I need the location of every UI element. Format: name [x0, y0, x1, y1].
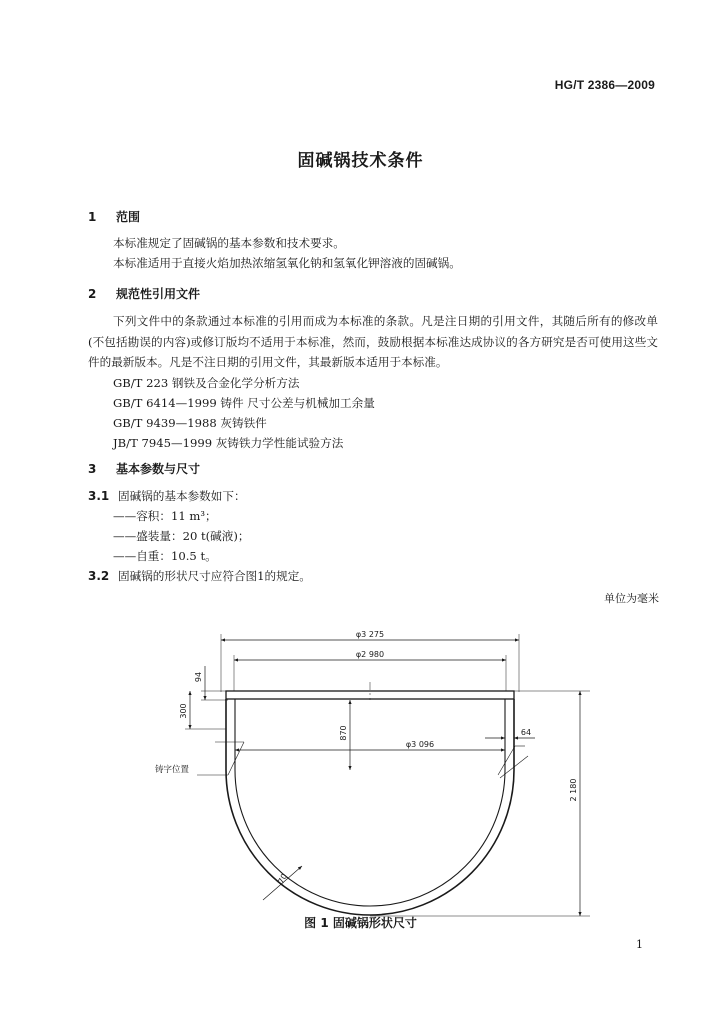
reference-3: GB/T 9439—1988 灰铸铁件	[113, 416, 267, 430]
dim-bottom-thickness: 70	[276, 872, 290, 886]
clause-number: 3.1	[88, 489, 110, 503]
param-item-1: ——容积：11 m³；	[113, 509, 217, 523]
pot-outer-wall	[226, 699, 514, 915]
pot-inner-wall	[235, 699, 505, 906]
section-title: 规范性引用文件	[116, 287, 201, 301]
param-item-3: ——自重：10.5 t。	[113, 549, 217, 563]
dim-wall-thickness-top: 64	[520, 728, 532, 737]
dim-rim-inner-diameter: φ2 980	[355, 650, 385, 659]
section-number: 2	[88, 287, 97, 301]
clause-text: 固碱锅的基本参数如下：	[118, 489, 246, 503]
section-title: 基本参数与尺寸	[116, 462, 201, 476]
section-number: 3	[88, 462, 97, 476]
clause-number: 3.2	[88, 569, 110, 583]
reference-1: GB/T 223 钢铁及合金化学分析方法	[113, 376, 300, 390]
page-title: 固碱锅技术条件	[297, 151, 424, 171]
dim-inner-diameter: φ3 096	[405, 740, 435, 749]
standard-number: HG/T 2386—2009	[554, 78, 655, 92]
reference-4: JB/T 7945—1999 灰铸铁力学性能试验方法	[113, 436, 344, 450]
section-title: 范围	[116, 210, 141, 224]
clause-text: 固碱锅的形状尺寸应符合图1的规定。	[118, 569, 311, 583]
section-number: 1	[88, 210, 97, 224]
section-1-line-2: 本标准适用于直接火焰加热浓缩氢氧化钠和氢氧化钾溶液的固碱锅。	[113, 256, 461, 270]
dim-wall-section-height: 300	[179, 703, 188, 719]
param-item-2: ——盛装量：20 t(碱液)；	[113, 529, 250, 543]
page-number: 1	[636, 938, 643, 951]
section-1-line-1: 本标准规定了固碱锅的基本参数和技术要求。	[113, 236, 345, 250]
callout-casting-mark: 铸字位置	[155, 765, 190, 775]
dim-outer-diameter: φ3 275	[355, 630, 385, 639]
dim-straight-depth: 870	[339, 725, 348, 741]
reference-2: GB/T 6414—1999 铸件 尺寸公差与机械加工余量	[113, 396, 375, 410]
dim-total-height: 2 180	[569, 778, 578, 802]
dim-rim-height: 94	[194, 671, 203, 683]
section-2-paragraph: 下列文件中的条款通过本标准的引用而成为本标准的条款。凡是注日期的引用文件，其随后所有的修改单(不包括勘误的内容)或修订版均不适用于本标准，然而，鼓励根据本标准达成协议的各方研究是否可使用这些文件的最新版本。凡是不注日期的引用文件，其最新版本适用于本标准。	[88, 314, 658, 369]
unit-note: 单位为毫米	[604, 592, 659, 605]
figure-caption: 图 1 固碱锅形状尺寸	[304, 916, 417, 930]
